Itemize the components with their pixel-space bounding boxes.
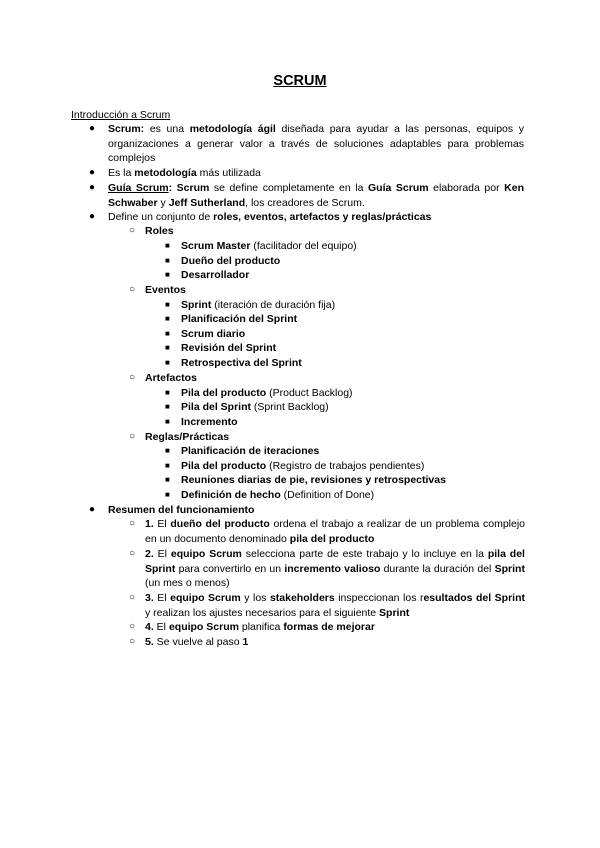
bullet-square: ■ xyxy=(165,256,170,265)
bullet-square: ■ xyxy=(165,417,170,426)
bullet-circle: ○ xyxy=(129,518,136,529)
bullet-square: ■ xyxy=(165,461,170,470)
intro-paragraph-3: Guía Scrum: Scrum se define completamente en la Guía Scrum elaborada por Ken Schwaber y Jeff Sutherland, los creadores de Scrum. xyxy=(108,182,524,209)
resumen-step-1: 1. El dueño del producto ordena el trabajo a realizar de un problema complejo en un documento denominado pila del producto xyxy=(145,518,526,545)
bullet-circle: ○ xyxy=(129,592,136,603)
artefactos-heading: Artefactos xyxy=(145,372,197,384)
bullet-dot: ● xyxy=(89,504,96,515)
bullet-square: ■ xyxy=(165,358,170,367)
resumen-step-5: 5. Se vuelve al paso 1 xyxy=(145,636,249,648)
reglas-item-4: Definición de hecho (Definition of Done) xyxy=(181,489,375,501)
bullet-square: ■ xyxy=(165,314,170,323)
page-title: SCRUM xyxy=(273,73,327,89)
eventos-heading: Eventos xyxy=(145,284,186,296)
bullet-circle: ○ xyxy=(129,431,136,442)
bullet-circle: ○ xyxy=(129,284,136,295)
roles-item-2: Dueño del producto xyxy=(181,255,281,267)
artefactos-item-1: Pila del producto (Product Backlog) xyxy=(181,387,353,399)
eventos-item-5: Retrospectiva del Sprint xyxy=(181,357,302,369)
bullet-circle: ○ xyxy=(129,225,136,236)
eventos-item-1: Sprint (iteración de duración fija) xyxy=(181,299,336,311)
intro-heading: Introducción a Scrum xyxy=(71,109,171,121)
artefactos-item-2: Pila del Sprint (Sprint Backlog) xyxy=(181,401,329,413)
bullet-square: ■ xyxy=(165,343,170,352)
bullet-dot: ● xyxy=(89,182,96,193)
bullet-square: ■ xyxy=(165,270,170,279)
bullet-dot: ● xyxy=(89,167,96,178)
bullet-circle: ○ xyxy=(129,621,136,632)
reglas-heading: Reglas/Prácticas xyxy=(145,431,230,443)
bullet-circle: ○ xyxy=(129,548,136,559)
bullet-dot: ● xyxy=(89,211,96,222)
bullet-square: ■ xyxy=(165,388,170,397)
bullet-square: ■ xyxy=(165,446,170,455)
bullet-square: ■ xyxy=(165,402,170,411)
bullet-square: ■ xyxy=(165,300,170,309)
reglas-item-2: Pila del producto (Registro de trabajos pendientes) xyxy=(181,460,425,472)
reglas-item-1: Planificación de iteraciones xyxy=(181,445,320,457)
intro-paragraph-2: Es la metodología más utilizada xyxy=(108,167,261,179)
bullet-dot: ● xyxy=(89,123,96,134)
reglas-item-3: Reuniones diarias de pie, revisiones y retrospectivas xyxy=(181,474,446,486)
eventos-item-3: Scrum diario xyxy=(181,328,246,340)
roles-item-1: Scrum Master (facilitador del equipo) xyxy=(181,240,357,252)
intro-paragraph-4: Define un conjunto de roles, eventos, artefactos y reglas/prácticas xyxy=(108,211,432,223)
bullet-square: ■ xyxy=(165,241,170,250)
resumen-step-4: 4. El equipo Scrum planifica formas de mejorar xyxy=(145,621,375,633)
bullet-square: ■ xyxy=(165,490,170,499)
resumen-step-2: 2. El equipo Scrum selecciona parte de este trabajo y lo incluye en la pila del Sprint para convertirlo en un incremento valioso durante la duración del Sprint (un mes o menos) xyxy=(145,548,525,589)
bullet-circle: ○ xyxy=(129,372,136,383)
intro-paragraph-1: Scrum: es una metodología ágil diseñada para ayudar a las personas, equipos y organizaciones a generar valor a través de soluciones adaptables para problemas complejos xyxy=(108,123,524,164)
roles-heading: Roles xyxy=(145,225,174,237)
bullet-square: ■ xyxy=(165,329,170,338)
eventos-item-2: Planificación del Sprint xyxy=(181,313,298,325)
eventos-item-4: Revisión del Sprint xyxy=(181,342,277,354)
bullet-circle: ○ xyxy=(129,636,136,647)
resumen-heading: Resumen del funcionamiento xyxy=(108,504,255,516)
bullet-square: ■ xyxy=(165,475,170,484)
artefactos-item-3: Incremento xyxy=(181,416,238,428)
resumen-step-3: 3. El equipo Scrum y los stakeholders inspeccionan los resultados del Sprint y realizan los ajustes necesarios para el siguiente Sprint xyxy=(145,592,526,619)
roles-item-3: Desarrollador xyxy=(181,269,250,281)
